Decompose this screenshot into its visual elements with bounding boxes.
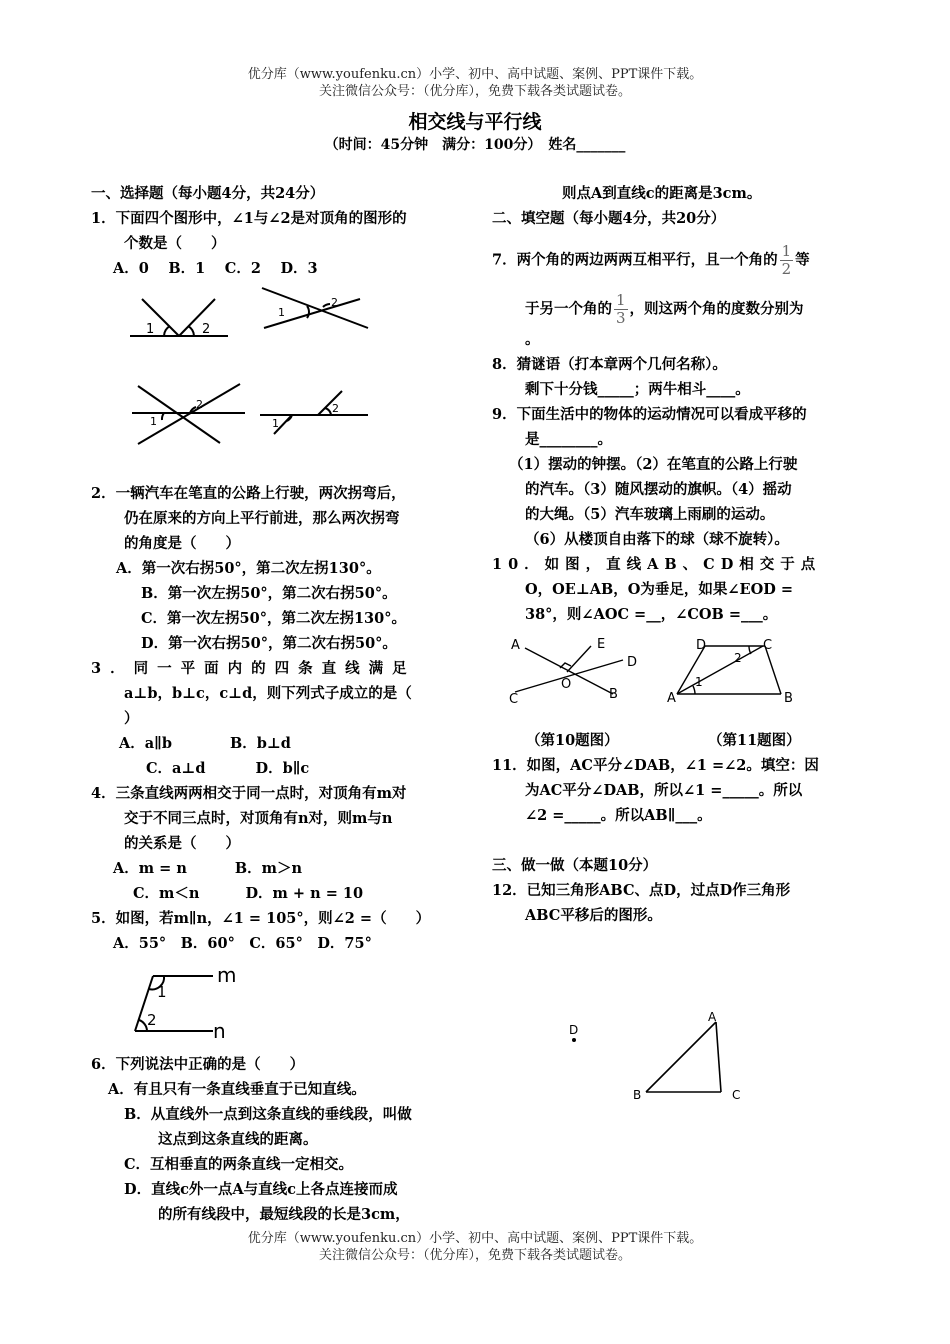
- header-line-1: 优分库（www.youfenku.cn）小学、初中、高中试题、案例、PPT课件下载。: [247, 67, 703, 82]
- footer-line-1: 优分库（www.youfenku.cn）小学、初中、高中试题、案例、PPT课件下载。: [247, 1231, 703, 1246]
- q5-label-1: 1: [157, 983, 167, 1001]
- fraction-third: [614, 292, 628, 327]
- section1-heading: 一、选择题（每小题4分，共24分）: [91, 185, 325, 202]
- q1-fig3-label-1: 1: [150, 415, 157, 428]
- q10-label-C: C: [509, 692, 519, 707]
- q2-option-b: B．第一次左拐50°，第二次右拐50°。: [141, 585, 397, 602]
- q3-option-a: A．a∥b: [119, 735, 172, 752]
- q3-line3: ）: [124, 710, 139, 727]
- q1-line1: 1．下面四个图形中，∠1与∠2是对顶角的图形的: [91, 210, 407, 227]
- q4-option-c: C．m＜n: [133, 885, 200, 902]
- q6-option-d3: 则点A到直线c的距离是3cm。: [562, 185, 762, 202]
- q10-line2: O，OE⊥AB，O为垂足，如果∠EOD =: [525, 581, 793, 598]
- q11-label-1: 1: [695, 675, 703, 689]
- q12-label-D: D: [569, 1023, 579, 1037]
- q2-option-d: D．第一次右拐50°，第二次右拐50°。: [141, 635, 397, 652]
- q11-label-A: A: [667, 691, 676, 706]
- q5-line1: 5．如图，若m∥n，∠1 = 105°，则∠2 =（ ）: [91, 910, 431, 927]
- q5-label-n: n: [213, 1019, 226, 1043]
- q2-line2: 仍在原来的方向上平行前进，那么两次拐弯: [124, 510, 400, 527]
- q7-line2: [492, 292, 872, 327]
- q9-line2: 是________。: [525, 431, 612, 448]
- q3-options-row1: [91, 731, 471, 756]
- q1-fig1-label-2: 2: [202, 322, 211, 337]
- q7-text-d: ，则这两个角的度数分别为: [629, 300, 804, 318]
- q3-option-d: D．b∥c: [255, 760, 310, 777]
- fraction-half-numerator: 1: [781, 242, 792, 260]
- q10-label-E: E: [597, 637, 606, 652]
- q12-line1: 12．已知三角形ABC、点D，过点D作三角形: [492, 882, 791, 899]
- q4-option-d: D．m + n = 10: [245, 885, 364, 902]
- q1-line2: 个数是（ ）: [124, 235, 226, 252]
- q7-line1: [492, 243, 872, 278]
- q6-option-c: C．互相垂直的两条直线一定相交。: [124, 1156, 354, 1173]
- q4-option-a: A．m = n: [113, 860, 187, 877]
- section3-heading: 三、做一做（本题10分）: [492, 857, 658, 874]
- footer-line-2: 关注微信公众号：（优分库），免费下载各类试题试卷。: [318, 1248, 631, 1263]
- q7-text-c: 于另一个角的: [525, 300, 612, 318]
- q11-label-D: D: [696, 638, 707, 653]
- q12-label-A: A: [708, 1010, 717, 1024]
- q10-caption: （第10题图）: [526, 732, 619, 749]
- fraction-third-denominator: 3: [616, 309, 626, 327]
- q5-options: A．55° B．60° C．65° D．75°: [113, 935, 372, 952]
- q6-option-d1: D．直线c外一点A与直线c上各点连接而成: [124, 1181, 398, 1198]
- q6-option-b2: 这点到这条直线的距离。: [158, 1131, 318, 1148]
- q7-line3: 。: [525, 331, 540, 348]
- q2-option-a: A．第一次右拐50°，第二次左拐130°。: [116, 560, 381, 577]
- page-subtitle: （时间：45分钟 满分：100分） 姓名_______: [324, 137, 626, 153]
- q9-line4: 的汽车。（3）随风摆动的旗帜。（4）摇动: [525, 481, 792, 498]
- q10-line3: 38°，则∠AOC =__，∠COB =___。: [525, 606, 778, 623]
- q10-line1: 10．如图，直线AB、CD相交于点: [492, 556, 822, 573]
- q12-label-B: B: [633, 1088, 642, 1102]
- q6-option-b1: B．从直线外一点到这条直线的垂线段，叫做: [124, 1106, 412, 1123]
- q11-label-2: 2: [734, 651, 742, 665]
- q1-fig4-label-2: 2: [332, 402, 339, 415]
- q3-line2: a⊥b，b⊥c，c⊥d，则下列式子成立的是（: [124, 685, 412, 702]
- q10-q11-figures: [505, 630, 815, 715]
- q11-label-B: B: [784, 691, 793, 706]
- section2-heading: 二、填空题（每小题4分，共20分）: [492, 210, 726, 227]
- q10-label-O: O: [561, 677, 572, 692]
- q3-options-row2: [91, 756, 471, 781]
- header-line-2: 关注微信公众号：（优分库），免费下载各类试题试卷。: [318, 84, 631, 99]
- q4-options-row1: [91, 856, 471, 881]
- q8-line1: 8．猜谜语（打本章两个几何名称）。: [492, 356, 727, 373]
- q1-figures: [120, 280, 380, 455]
- q8-line2: 剩下十分钱_____；两牛相斗____。: [525, 381, 750, 398]
- fraction-half-denominator: 2: [781, 260, 792, 278]
- q6-line1: 6．下列说法中正确的是（ ）: [91, 1056, 305, 1073]
- q11-label-C: C: [763, 638, 773, 653]
- left-column: [91, 181, 471, 281]
- q10-label-B: B: [609, 687, 618, 702]
- q5-label-2: 2: [147, 1011, 157, 1029]
- q4-options-row2: [91, 881, 471, 906]
- fraction-half: [780, 243, 794, 278]
- q11-line3: ∠2 =_____。所以AB∥___。: [525, 807, 712, 824]
- q4-line1: 4．三条直线两两相交于同一点时，对顶角有m对: [91, 785, 407, 802]
- q1-fig1-label-1: 1: [146, 322, 155, 337]
- q1-fig3-label-2: 2: [196, 398, 203, 411]
- right-column: [492, 181, 872, 627]
- q5-label-m: m: [217, 963, 237, 987]
- q5-figure: [125, 963, 245, 1043]
- q2-option-c: C．第一次左拐50°，第二次左拐130°。: [141, 610, 406, 627]
- q3-option-b: B．b⊥d: [229, 735, 291, 752]
- q1-fig4-label-1: 1: [272, 417, 279, 430]
- page-title: 相交线与平行线: [408, 111, 542, 133]
- q1-options: A．0 B．1 C．2 D．3: [113, 260, 318, 277]
- q2-line1: 2．一辆汽车在笔直的公路上行驶，两次拐弯后，: [91, 485, 406, 502]
- q11-line2: 为AC平分∠DAB，所以∠1 =_____。所以: [525, 782, 803, 799]
- q2-line3: 的角度是（ ）: [124, 535, 240, 552]
- q11-caption: （第11题图）: [708, 732, 801, 749]
- fraction-third-numerator: 1: [616, 291, 626, 309]
- q1-fig2-label-2: 2: [331, 296, 338, 309]
- q7-text-a: 7．两个角的两边两两互相平行，且一个角的: [492, 251, 778, 269]
- q9-line6: （6）从楼顶自由落下的球（球不旋转）。: [525, 531, 789, 548]
- q12-line2: ABC平移后的图形。: [525, 907, 662, 924]
- q7-text-b: 等: [795, 251, 810, 269]
- left-column-3: [91, 1052, 471, 1227]
- q6-option-a: A．有且只有一条直线垂直于已知直线。: [108, 1081, 366, 1098]
- q4-line2: 交于不同三点时，对顶角有n对，则m与n: [124, 810, 393, 827]
- q4-line3: 的关系是（ ）: [124, 835, 240, 852]
- right-column-2: [492, 753, 872, 928]
- q6-option-d2: 的所有线段中，最短线段的长是3cm，: [158, 1206, 410, 1223]
- q10-label-D: D: [627, 655, 638, 670]
- q4-option-b: B．m＞n: [234, 860, 303, 877]
- q12-figure: [560, 1010, 760, 1110]
- q10-label-A: A: [511, 638, 520, 653]
- q1-fig2-label-1: 1: [278, 306, 285, 319]
- q12-label-C: C: [732, 1088, 741, 1102]
- q3-option-c: C．a⊥d: [146, 760, 206, 777]
- left-column-2: [91, 481, 471, 956]
- q3-line1: 3．同一平面内的四条直线满足: [91, 660, 416, 677]
- q9-line3: （1）摆动的钟摆。（2）在笔直的公路上行驶: [509, 456, 798, 473]
- q11-line1: 11．如图，AC平分∠DAB，∠1 =∠2。填空：因: [492, 757, 819, 774]
- q9-line5: 的大绳。（5）汽车玻璃上雨刷的运动。: [525, 506, 775, 523]
- q9-line1: 9．下面生活中的物体的运动情况可以看成平移的: [492, 406, 807, 423]
